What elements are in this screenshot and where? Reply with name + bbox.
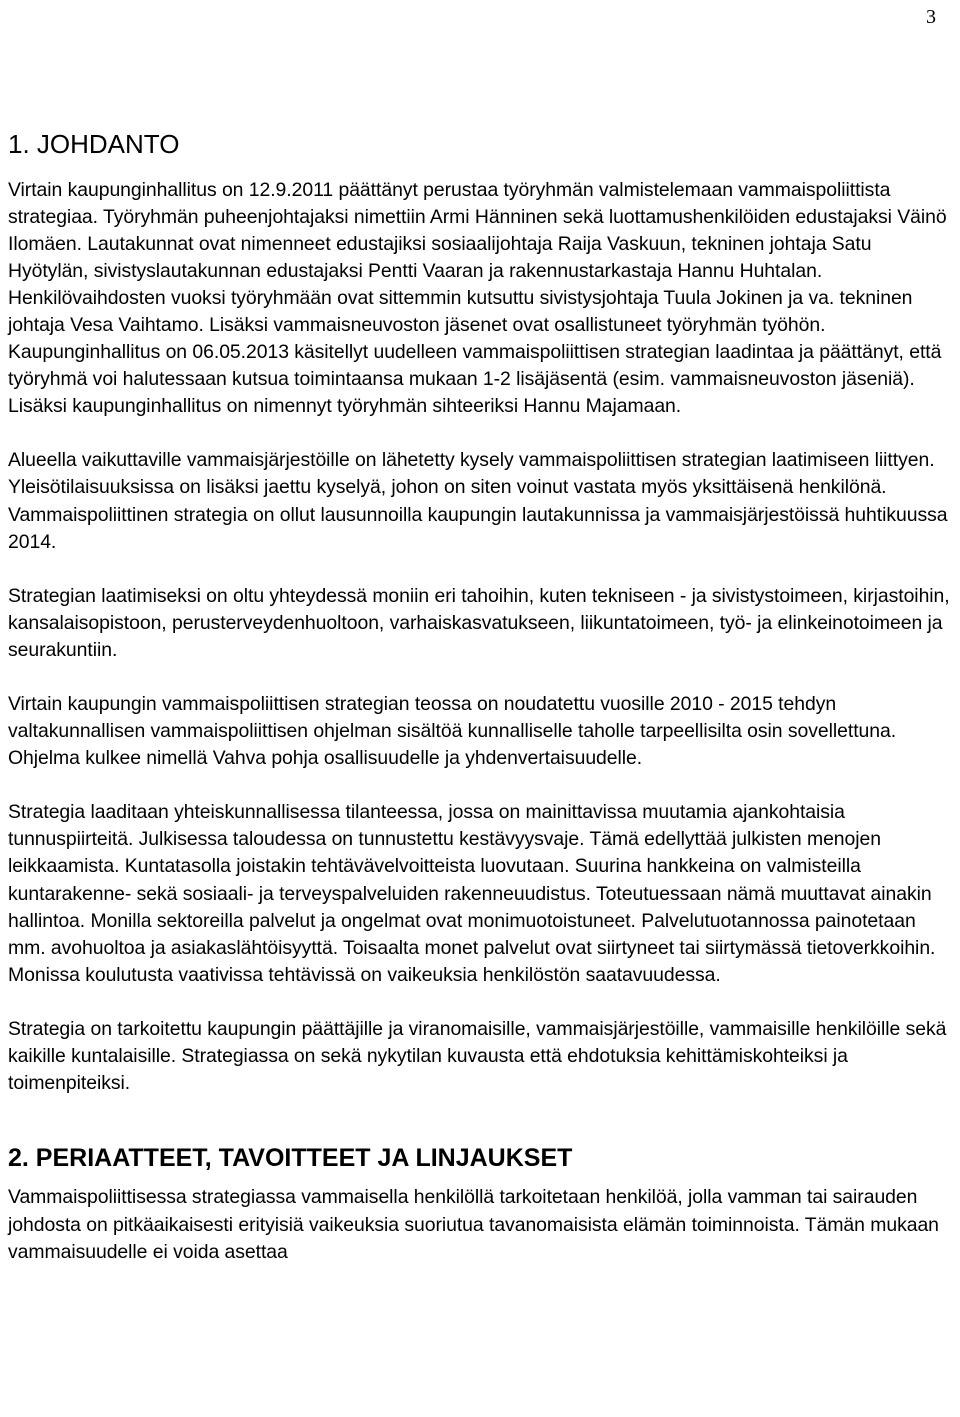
- national-program-paragraph: Virtain kaupungin vammaispoliittisen strategian teossa on noudatettu vuosille 2010 - 2015 tehdyn valtakunnallisen vammaispoliittisen ohjelman sisältöä kunnalliselle taholle tarpeellisilta osin sovellettuna. Ohjelma kulkee nimellä Vahva pohja osallisuudelle ja yhdenvertaisuudelle.: [8, 693, 897, 770]
- intro-paragraph: Virtain kaupunginhallitus on 12.9.2011 päättänyt perustaa työryhmän valmistelemaan vammaispoliittista strategiaa. Työryhmän puheenjohtajaksi nimettiin Armi Hänninen sekä luottamushenkilöiden edustajaksi Väinö Ilomäen. Lautakunnat ovat nimenneet edustajiksi sosiaalijohtaja Raija Vaskuun, tekninen johtaja Satu Hyötylän, sivistyslautakunnan edustajaksi Pentti Vaaran ja rakennustarkastaja Hannu Huhtalan. Henkilövaihdosten vuoksi työryhmään ovat sittemmin kutsuttu sivistysjohtaja Tuula Jokinen ja va. tekninen johtaja Vesa Vaihtamo. Lisäksi vammaisneuvoston jäsenet ovat osallistuneet työryhmän työhön. Kaupunginhallitus on 06.05.2013 käsitellyt uudelleen vammaispoliittisen strategian laadintaa ja päättänyt, että työryhmä voi halutessaan kutsua toimintaansa mukaan 1-2 lisäjäsentä (esim. vammaisneuvoston jäseniä). Lisäksi kaupunginhallitus on nimennyt työryhmän sihteeriksi Hannu Majamaan.: [8, 178, 947, 418]
- document-body: [8, 128, 952, 1266]
- definition-paragraph: Vammaispoliittisessa strategiassa vammaisella henkilöllä tarkoitetaan henkilöä, jolla vamman tai sairauden johdosta on pitkäaikaisesti erityisiä vaikeuksia suoriutua tavanomaisista elämän toiminnoista. Tämän mukaan vammaisuudelle ei voida asettaa: [8, 1186, 939, 1263]
- section-1-heading: 1. JOHDANTO: [8, 129, 180, 159]
- survey-paragraph: Alueella vaikuttaville vammaisjärjestöille on lähetetty kysely vammaispoliittisen strategian laatimiseen liittyen. Yleisötilaisuuksissa on lisäksi jaettu kyselyä, johon on siten voinut vastata myös yksittäisenä henkilönä. Vammaispoliittinen strategia on ollut lausunnoilla kaupungin lautakunnissa ja vammaisjärjestöissä huhtikuussa 2014.: [8, 449, 948, 553]
- page-number: 3: [926, 6, 936, 28]
- stakeholders-paragraph: Strategian laatimiseksi on oltu yhteydessä moniin eri tahoihin, kuten tekniseen - ja sivistystoimeen, kirjastoihin, kansalaisopistoon, perusterveydenhuoltoon, varhaiskasvatukseen, liikuntatoimeen, työ- ja elinkeinotoimeen ja seurakuntiin.: [8, 584, 950, 661]
- section-2-heading: 2. PERIAATTEET, TAVOITTEET JA LINJAUKSET: [8, 1144, 573, 1173]
- audience-paragraph: Strategia on tarkoitettu kaupungin päättäjille ja viranomaisille, vammaisjärjestöille, vammaisille henkilöille sekä kaikille kuntalaisille. Strategiassa on sekä nykytilan kuvausta että ehdotuksia kehittämiskohteiksi ja toimenpiteiksi.: [8, 1017, 947, 1095]
- societal-context-paragraph: Strategia laaditaan yhteiskunnallisessa tilanteessa, jossa on mainittavissa muutamia ajankohtaisia tunnuspiirteitä. Julkisessa taloudessa on tunnustettu kestävyysvaje. Tämä edellyttää julkisten menojen leikkaamista. Kuntatasolla joistakin tehtävävelvoitteista luovutaan. Suurina hankkeina on valmisteilla kuntarakenne- sekä sosiaali- ja terveyspalveluiden rakenneuudistus. Toteutuessaan nämä muuttavat ainakin hallintoa. Monilla sektoreilla palvelut ja ongelmat ovat monimuotoistuneet. Palvelutuotannossa painotetaan mm. avohuoltoa ja asiakaslähtöisyyttä. Toisaalta monet palvelut ovat siirtyneet tai siirtymässä tietoverkkoihin. Monissa koulutusta vaativissa tehtävissä on vaikeuksia henkilöstön saatavuudessa.: [8, 801, 936, 986]
